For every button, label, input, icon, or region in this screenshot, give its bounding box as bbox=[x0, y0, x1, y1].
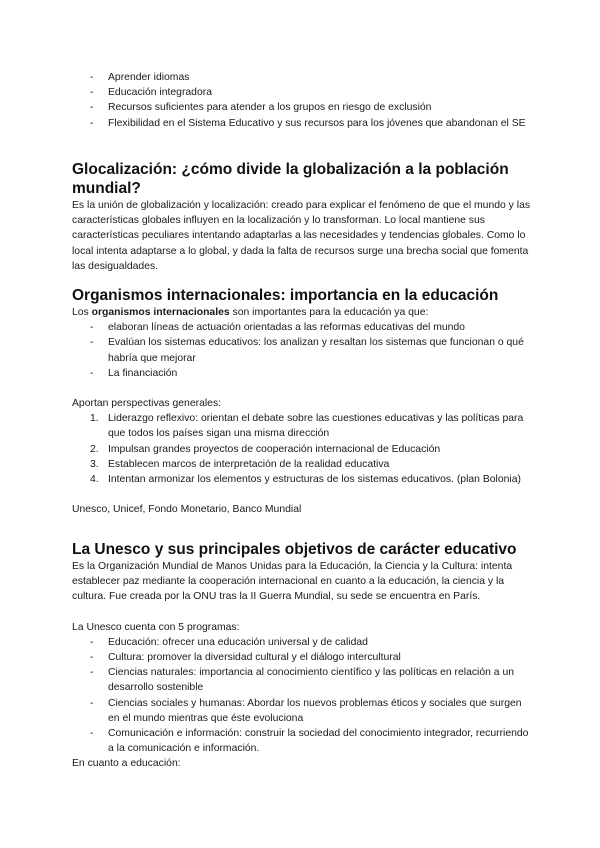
section-heading-organismos: Organismos internacionales: importancia en la educación bbox=[72, 287, 499, 304]
list-number: 3. bbox=[90, 458, 99, 470]
educacion-intro: En cuanto a educación: bbox=[72, 758, 181, 770]
list-item: - Flexibilidad en el Sistema Educativo y sus recursos para los jóvenes que abandonan el SE bbox=[72, 116, 532, 131]
organismos-ejemplos: Unesco, Unicef, Fondo Monetario, Banco Mundial bbox=[72, 504, 302, 516]
intro-text: Los bbox=[72, 307, 92, 318]
glocal-paragraph: Es la unión de globalización y localización: creado para explicar el fenómeno de que el mundo y las características globales influyen en la localización y lo transforman. Lo local mantiene sus características peculiares intentando adaptarlas a las necesidades y tendencias globales. Como lo local intenta adaptarse a lo global, y dada la falta de recursos surge una brecha social que fomenta las desigualdades. bbox=[72, 200, 531, 272]
list-item: - Comunicación e información: construir la sociedad del conocimiento integrador, recurriendo a la comunicación e información. bbox=[72, 726, 532, 756]
list-item: - Educación integradora bbox=[72, 85, 532, 100]
list-item: - Recursos suficientes para atender a los grupos en riesgo de exclusión bbox=[72, 100, 532, 115]
organismos-intro bbox=[72, 305, 532, 320]
list-item bbox=[72, 457, 532, 472]
list-item bbox=[72, 442, 532, 457]
list-item bbox=[72, 472, 532, 487]
list-number: 1. bbox=[90, 413, 99, 425]
list-item: - Ciencias naturales: importancia al conocimiento científico y las políticas en relación a un desarrollo sostenible bbox=[72, 665, 532, 695]
programas-intro: La Unesco cuenta con 5 programas: bbox=[72, 621, 240, 633]
list-item: - Ciencias sociales y humanas: Abordar los nuevos problemas éticos y sociales que surgen en el mundo mientras que éste evoluciona bbox=[72, 696, 532, 726]
top-list bbox=[72, 70, 532, 131]
list-text: Establecen marcos de interpretación de la realidad educativa bbox=[108, 458, 390, 470]
list-number: 4. bbox=[90, 474, 99, 486]
section-heading-unesco: La Unesco y sus principales objetivos de carácter educativo bbox=[72, 541, 517, 558]
organismos-reasons-list bbox=[72, 320, 532, 381]
top-list-block bbox=[72, 70, 532, 131]
organismos-section bbox=[72, 286, 532, 517]
glocal-section bbox=[72, 160, 532, 274]
list-item bbox=[72, 411, 532, 441]
list-item: - elaboran líneas de actuación orientadas a las reformas educativas del mundo bbox=[72, 320, 532, 335]
list-item: - La financiación bbox=[72, 366, 532, 381]
list-item: - Aprender idiomas bbox=[72, 70, 532, 85]
list-item: - Educación: ofrecer una educación universal y de calidad bbox=[72, 635, 532, 650]
section-heading-glocal: Glocalización: ¿cómo divide la globalización a la población mundial? bbox=[72, 161, 509, 197]
list-text: Intentan armonizar los elementos y estructuras de los sistemas educativos. (plan Bolonia) bbox=[108, 474, 521, 486]
list-text: Liderazgo reflexivo: orientan el debate sobre las cuestiones educativas y las políticas para que todos los países sigan una misma dirección bbox=[108, 413, 524, 440]
unesco-paragraph: Es la Organización Mundial de Manos Unidas para la Educación, la Ciencia y la Cultura: intenta establecer paz mediante la cooperación internacional en cuanto a la educación, la ciencia y la cultura. Fue creada por la ONU tras la II Guerra Mundial, su sede se encuentra en París. bbox=[72, 561, 513, 603]
intro-bold-text: organismos internacionales bbox=[91, 307, 230, 318]
aportan-label: Aportan perspectivas generales: bbox=[72, 398, 222, 410]
list-number: 2. bbox=[90, 443, 99, 455]
programas-list bbox=[72, 635, 532, 757]
perspectivas-list bbox=[72, 411, 532, 487]
intro-text: son importantes para la educación ya que: bbox=[229, 307, 429, 318]
list-item: - Evalúan los sistemas educativos: los analizan y resaltan los sistemas que funcionan o qué habría que mejorar bbox=[72, 335, 532, 365]
list-text: Impulsan grandes proyectos de cooperación internacional de Educación bbox=[108, 443, 441, 455]
unesco-section bbox=[72, 540, 532, 772]
list-item: - Cultura: promover la diversidad cultural y el diálogo intercultural bbox=[72, 650, 532, 665]
